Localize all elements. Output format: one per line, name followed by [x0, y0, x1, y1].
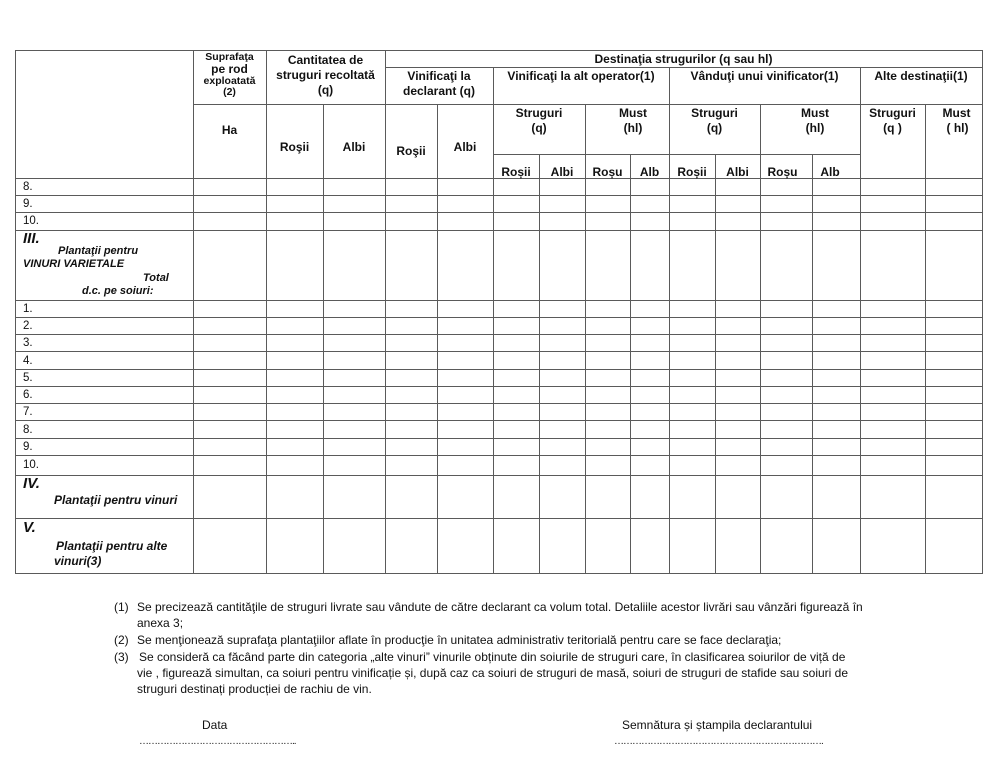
sub-rosu: Roșu: [767, 165, 798, 179]
header-text: Vinificaţi la: [407, 69, 471, 83]
header-text: Struguri: [691, 106, 738, 120]
sub-albi: Albi: [550, 165, 574, 179]
divider: [15, 475, 982, 476]
divider: [323, 104, 324, 573]
header-text: Must: [619, 106, 647, 120]
header-vanduti-vinificator: Vânduţi unui vinificator(1): [690, 69, 839, 83]
signature-field[interactable]: …………………………………………………………….: [614, 736, 823, 747]
divider: [15, 369, 982, 370]
table-border-top: [15, 50, 982, 51]
header-text: (q): [706, 121, 723, 135]
section-subtitle: d.c. pe soiuri:: [82, 285, 154, 297]
section-title: vinuri(3): [54, 554, 102, 568]
divider: [15, 386, 982, 387]
divider: [15, 300, 982, 301]
header-rosii: Roşii: [396, 144, 426, 158]
row-label: 6.: [23, 389, 33, 401]
note-number: (1): [114, 600, 129, 614]
section-title: Plantaţii pentru: [58, 245, 139, 257]
header-text: Cantitatea de: [287, 53, 364, 67]
section-total: Total: [143, 272, 169, 284]
header-vinificati-declarant: [385, 69, 493, 99]
table-border-bottom: [15, 573, 983, 574]
header-struguri: [860, 106, 925, 136]
section-number: III.: [23, 230, 40, 247]
header-albi: Albi: [342, 140, 366, 154]
row-label: 2.: [23, 320, 33, 332]
note-text: anexa 3;: [137, 616, 184, 630]
divider: [15, 455, 982, 456]
divider: [266, 50, 267, 573]
row-label: 7.: [23, 406, 33, 418]
divider: [493, 154, 860, 155]
header-must: [585, 106, 669, 136]
divider: [15, 420, 982, 421]
header-text: declarant (q): [402, 84, 475, 98]
divider: [860, 67, 861, 573]
header-text: Must: [942, 106, 971, 120]
header-text: Struguri: [869, 106, 916, 120]
date-field[interactable]: ……………………………………………..: [139, 736, 296, 747]
divider: [193, 104, 982, 105]
divider: [539, 154, 540, 573]
row-label: 4.: [23, 355, 33, 367]
header-text: Must: [801, 106, 829, 120]
row-label: 1.: [23, 303, 33, 315]
header-albi: Albi: [453, 140, 477, 154]
divider: [15, 230, 982, 231]
divider: [925, 104, 926, 573]
divider: [630, 154, 631, 573]
header-text: (hl): [805, 121, 825, 135]
header-ha: Ha: [221, 123, 238, 137]
note-number: (3): [114, 650, 129, 664]
divider: [15, 195, 982, 196]
table-border-left: [15, 50, 16, 573]
section-title: Plantaţii pentru alte: [56, 539, 168, 553]
header-text: (q): [531, 121, 547, 135]
row-label: 10.: [23, 215, 39, 227]
row-label: 10.: [23, 459, 39, 471]
divider: [15, 351, 982, 352]
note-text: struguri destinați producției de rachiu de vin.: [137, 682, 372, 696]
header-suprafata: [193, 52, 266, 98]
section-title: Plantaţii pentru vinuri: [54, 493, 178, 507]
header-text: (2): [223, 86, 236, 98]
divider: [15, 334, 982, 335]
date-label: Data: [202, 718, 228, 732]
row-label: 9.: [23, 441, 33, 453]
header-text: pe rod: [211, 62, 248, 76]
note-text: Se menţionează suprafaţa plantaţiilor aflate în producţie în unitatea administrativ teritorială pentru care se face declaraţia;: [137, 633, 782, 647]
divider: [385, 67, 982, 68]
row-label: 8.: [23, 181, 33, 193]
divider: [15, 438, 982, 439]
section-number: IV.: [23, 475, 40, 492]
header-rosii: Roşii: [279, 140, 310, 154]
header-text: ( hl): [946, 121, 969, 135]
section-number: V.: [23, 519, 36, 536]
sub-rosii: Roșii: [501, 165, 531, 179]
divider: [15, 212, 982, 213]
row-label: 8.: [23, 424, 33, 436]
header-destinatia: Destinaţia strugurilor (q sau hl): [594, 52, 773, 66]
divider: [15, 403, 982, 404]
header-text: struguri recoltată: [276, 68, 375, 82]
header-cantitatea: [266, 53, 385, 98]
sub-rosii: Roșii: [677, 165, 707, 179]
header-vinificati-alt-operator: Vinificaţi la alt operator(1): [507, 69, 655, 83]
row-label: 3.: [23, 337, 33, 349]
header-text: (hl): [623, 121, 643, 135]
divider: [493, 67, 494, 573]
divider: [715, 154, 716, 573]
header-struguri: [493, 106, 585, 136]
header-text: Suprafaţa: [205, 51, 254, 63]
note-text: Se precizează cantităţile de struguri livrate sau vândute de către declarant ca volum total. Detaliile acestor livrări sau vânzări figurează în: [137, 600, 863, 614]
header-text: exploatată: [203, 75, 256, 87]
section-title: VINURI VARIETALE: [23, 258, 125, 270]
divider: [437, 104, 438, 573]
header-text: Struguri: [515, 106, 563, 120]
divider: [812, 154, 813, 573]
sub-alb: Alb: [639, 165, 660, 179]
table-border-right: [982, 50, 983, 573]
note-text: vie , figurează simultan, ca soiuri pentru vinificație și, după caz ca soiuri de struguri de masă, soiuri de struguri de stafide sau soiuri de: [137, 666, 849, 680]
divider: [15, 518, 982, 519]
divider: [669, 67, 670, 573]
header-struguri: [669, 106, 760, 136]
header-text: (q ): [883, 121, 902, 135]
signature-label: Semnătura și ștampila declarantului: [622, 718, 813, 732]
sub-albi: Albi: [726, 165, 749, 179]
divider: [385, 50, 386, 573]
header-text: (q): [317, 83, 334, 97]
note-number: (2): [114, 633, 129, 647]
sub-rosu: Roșu: [592, 165, 623, 179]
row-label: 9.: [23, 198, 33, 210]
note-text: Se consideră ca făcând parte din categoria „alte vinuri” vinurile obținute din soiurile de struguri care, în clasificarea soiurilor de viță de: [139, 650, 846, 664]
divider: [15, 317, 982, 318]
sub-alb: Alb: [820, 165, 840, 179]
row-label: 5.: [23, 372, 33, 384]
header-alte-destinatii: Alte destinaţii(1): [874, 69, 968, 83]
header-must: [925, 106, 982, 136]
header-must: [760, 106, 860, 136]
